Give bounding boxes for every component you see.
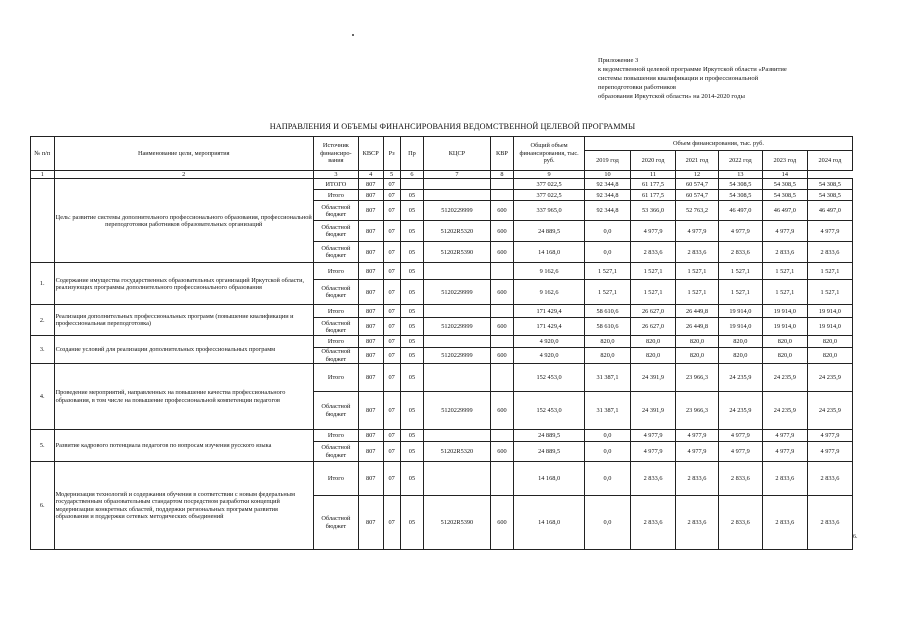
kvr-code: 600 [490, 221, 514, 242]
year-amount: 24 235,9 [807, 392, 852, 430]
header-year: 2022 год [718, 151, 762, 171]
year-amount: 19 914,0 [762, 318, 807, 336]
year-amount: 58 610,6 [584, 318, 630, 336]
year-amount: 1 527,1 [718, 280, 762, 305]
year-amount: 820,0 [676, 336, 719, 348]
kvsr-code: 807 [358, 364, 383, 392]
year-amount: 24 391,9 [631, 392, 676, 430]
kvr-code: 600 [490, 242, 514, 263]
document-title: НАПРАВЛЕНИЯ И ОБЪЕМЫ ФИНАНСИРОВАНИЯ ВЕДОМСТВЕННОЙ ЦЕЛЕВОЙ ПРОГРАММЫ [269, 122, 636, 131]
column-number: 2 [54, 171, 313, 179]
funding-source: Областной бюджет [313, 496, 358, 550]
appendix-line: образования Иркутской области» на 2014-2020 годы [598, 93, 745, 100]
year-amount: 1 527,1 [718, 263, 762, 280]
funding-source: Итого [313, 305, 358, 318]
pr-code: 05 [400, 221, 424, 242]
rz-code: 07 [383, 318, 400, 336]
column-number: 6 [400, 171, 424, 179]
year-amount: 4 977,9 [676, 221, 719, 242]
year-amount: 19 914,0 [718, 305, 762, 318]
year-amount: 2 833,6 [631, 242, 676, 263]
year-amount: 0,0 [584, 242, 630, 263]
table-row [31, 462, 853, 496]
year-amount: 2 833,6 [762, 242, 807, 263]
kvr-code: 600 [490, 442, 514, 462]
year-amount: 4 977,9 [762, 430, 807, 442]
kvsr-code: 807 [358, 179, 383, 190]
rz-code: 07 [383, 430, 400, 442]
pr-code: 05 [400, 462, 424, 496]
year-amount: 26 449,8 [676, 305, 719, 318]
year-amount: 54 308,5 [718, 179, 762, 190]
kvr-code [490, 430, 514, 442]
column-number: 1 [31, 171, 55, 179]
year-amount: 4 977,9 [762, 221, 807, 242]
pr-code: 05 [400, 392, 424, 430]
financing-body [31, 179, 853, 550]
kvr-code [490, 190, 514, 201]
kvr-code: 600 [490, 392, 514, 430]
year-amount: 2 833,6 [718, 242, 762, 263]
funding-source: Областной бюджет [313, 442, 358, 462]
year-amount: 2 833,6 [676, 242, 719, 263]
column-number: 7 [424, 171, 490, 179]
year-amount: 24 235,9 [762, 364, 807, 392]
year-amount: 19 914,0 [807, 318, 852, 336]
rz-code: 07 [383, 201, 400, 221]
pr-code: 05 [400, 242, 424, 263]
year-amount: 58 610,6 [584, 305, 630, 318]
funding-source: Итого [313, 336, 358, 348]
column-numbers-row [31, 171, 853, 179]
kvr-code [490, 364, 514, 392]
year-amount: 92 344,8 [584, 201, 630, 221]
kvr-code: 600 [490, 348, 514, 364]
total-amount: 152 453,0 [514, 392, 585, 430]
year-amount: 54 308,5 [762, 179, 807, 190]
year-amount: 92 344,8 [584, 190, 630, 201]
kvr-code [490, 179, 514, 190]
kvsr-code: 807 [358, 305, 383, 318]
year-amount: 2 833,6 [807, 496, 852, 550]
column-number: 9 [514, 171, 585, 179]
funding-source: Итого [313, 430, 358, 442]
kvsr-code: 807 [358, 263, 383, 280]
kvsr-code: 807 [358, 348, 383, 364]
year-amount: 19 914,0 [762, 305, 807, 318]
header-volume: Объем финансирования, тыс. руб. [584, 137, 852, 151]
rz-code: 07 [383, 442, 400, 462]
header-kcsr: КЦСР [424, 137, 490, 171]
rz-code: 07 [383, 179, 400, 190]
kvsr-code: 807 [358, 221, 383, 242]
activity-name: Создание условий для реализации дополнительных профессиональных программ [54, 336, 313, 364]
year-amount: 0,0 [584, 221, 630, 242]
funding-source: Областной бюджет [313, 280, 358, 305]
year-amount: 1 527,1 [807, 263, 852, 280]
funding-source: Итого [313, 263, 358, 280]
column-number: 3 [313, 171, 358, 179]
funding-source: Областной бюджет [313, 318, 358, 336]
kvsr-code: 807 [358, 336, 383, 348]
year-amount: 820,0 [807, 348, 852, 364]
rz-code: 07 [383, 462, 400, 496]
year-amount: 1 527,1 [631, 280, 676, 305]
column-number: 4 [358, 171, 383, 179]
kcsr-code [424, 364, 490, 392]
table-row [31, 364, 853, 392]
table-row [31, 305, 853, 318]
appendix-line: Приложение 3 [598, 57, 639, 64]
year-amount: 820,0 [584, 336, 630, 348]
year-amount: 820,0 [676, 348, 719, 364]
year-amount: 820,0 [584, 348, 630, 364]
year-amount: 4 977,9 [807, 430, 852, 442]
pr-code: 05 [400, 496, 424, 550]
pr-code: 05 [400, 305, 424, 318]
year-amount: 24 235,9 [762, 392, 807, 430]
kcsr-code: 5120229999 [424, 318, 490, 336]
year-amount: 54 308,5 [762, 190, 807, 201]
kvsr-code: 807 [358, 242, 383, 263]
year-amount: 92 344,8 [584, 179, 630, 190]
total-amount: 24 889,5 [514, 430, 585, 442]
year-amount: 2 833,6 [676, 462, 719, 496]
kvr-code [490, 263, 514, 280]
header-year: 2021 год [676, 151, 719, 171]
year-amount: 4 977,9 [807, 442, 852, 462]
pr-code: 05 [400, 364, 424, 392]
rz-code: 07 [383, 263, 400, 280]
year-amount: 54 308,5 [718, 190, 762, 201]
header-row [31, 137, 853, 151]
total-amount: 9 162,6 [514, 280, 585, 305]
header-rz: Рз [383, 137, 400, 171]
row-number: 4. [31, 364, 55, 430]
year-amount: 23 966,3 [676, 364, 719, 392]
rz-code: 07 [383, 280, 400, 305]
activity-name: Цель: развитие системы дополнительного профессионального образования, профессиональной переподготовки работников образовательных организаций [54, 179, 313, 263]
total-amount: 24 889,5 [514, 221, 585, 242]
year-amount: 54 308,5 [807, 179, 852, 190]
funding-source: Областной бюджет [313, 348, 358, 364]
header-name: Наименование цели, мероприятия [54, 137, 313, 171]
table-row [31, 179, 853, 190]
funding-source: Областной бюджет [313, 201, 358, 221]
year-amount: 26 449,8 [676, 318, 719, 336]
column-number: 11 [631, 171, 676, 179]
year-amount: 4 977,9 [718, 221, 762, 242]
kvsr-code: 807 [358, 280, 383, 305]
total-amount: 14 168,0 [514, 242, 585, 263]
kvsr-code: 807 [358, 201, 383, 221]
row-number [31, 179, 55, 263]
header-kvr: КВР [490, 137, 514, 171]
year-amount: 2 833,6 [718, 496, 762, 550]
year-amount: 4 977,9 [762, 442, 807, 462]
header-total: Общий объем финансирования, тыс. руб. [514, 137, 585, 171]
year-amount: 820,0 [807, 336, 852, 348]
kcsr-code: 5120229999 [424, 280, 490, 305]
year-amount: 26 627,0 [631, 305, 676, 318]
year-amount: 23 966,3 [676, 392, 719, 430]
year-amount: 19 914,0 [807, 305, 852, 318]
rz-code: 07 [383, 336, 400, 348]
appendix-line: к ведомственной целевой программе Иркутской области «Развитие [598, 66, 787, 73]
column-number: 14 [762, 171, 807, 179]
year-amount: 60 574,7 [676, 190, 719, 201]
header-year: 2020 год [631, 151, 676, 171]
activity-name: Проведение мероприятий, направленных на повышение качества профессионального образования, в том числе на повышение профессиональной компетенции педагогов [54, 364, 313, 430]
rz-code: 07 [383, 348, 400, 364]
year-amount: 52 763,2 [676, 201, 719, 221]
year-amount: 2 833,6 [807, 242, 852, 263]
header-year: 2019 год [584, 151, 630, 171]
pr-code: 05 [400, 263, 424, 280]
total-amount: 337 965,0 [514, 201, 585, 221]
pr-code: 05 [400, 348, 424, 364]
kcsr-code [424, 305, 490, 318]
funding-source: ИТОГО [313, 179, 358, 190]
year-amount: 2 833,6 [676, 496, 719, 550]
year-amount: 2 833,6 [762, 462, 807, 496]
pr-code: 05 [400, 201, 424, 221]
kvsr-code: 807 [358, 190, 383, 201]
header-year: 2023 год [762, 151, 807, 171]
header-kvsr: КВСР [358, 137, 383, 171]
column-number: 12 [676, 171, 719, 179]
kvr-code [490, 336, 514, 348]
rz-code: 07 [383, 190, 400, 201]
funding-source: Итого [313, 364, 358, 392]
kvr-code: 600 [490, 496, 514, 550]
total-amount: 171 429,4 [514, 305, 585, 318]
total-amount: 4 920,0 [514, 336, 585, 348]
year-amount: 820,0 [718, 336, 762, 348]
year-amount: 4 977,9 [676, 430, 719, 442]
year-amount: 61 177,5 [631, 190, 676, 201]
year-amount: 2 833,6 [718, 462, 762, 496]
rz-code: 07 [383, 221, 400, 242]
total-amount: 24 889,5 [514, 442, 585, 462]
kcsr-code: 51202R5390 [424, 496, 490, 550]
total-amount: 152 453,0 [514, 364, 585, 392]
kvsr-code: 807 [358, 442, 383, 462]
year-amount: 4 977,9 [718, 442, 762, 462]
pr-code: 05 [400, 280, 424, 305]
total-amount: 14 168,0 [514, 496, 585, 550]
row-number: 3. [31, 336, 55, 364]
year-amount: 26 627,0 [631, 318, 676, 336]
year-amount: 24 235,9 [718, 364, 762, 392]
header-source: Источник финансиро-вания [313, 137, 358, 171]
funding-source: Итого [313, 462, 358, 496]
kvsr-code: 807 [358, 462, 383, 496]
table-row [31, 336, 853, 348]
kvsr-code: 807 [358, 392, 383, 430]
appendix-line: системы повышения квалификации и профессиональной [598, 75, 759, 82]
pr-code: 05 [400, 336, 424, 348]
funding-source: Областной бюджет [313, 221, 358, 242]
year-amount: 1 527,1 [762, 263, 807, 280]
total-amount: 171 429,4 [514, 318, 585, 336]
year-amount: 4 977,9 [676, 442, 719, 462]
row-number: 1. [31, 263, 55, 305]
table-row [31, 430, 853, 442]
year-amount: 820,0 [762, 348, 807, 364]
year-amount: 0,0 [584, 462, 630, 496]
year-amount: 4 977,9 [718, 430, 762, 442]
year-amount: 4 977,9 [631, 221, 676, 242]
rz-code: 07 [383, 392, 400, 430]
column-number: 13 [718, 171, 762, 179]
year-amount: 1 527,1 [584, 263, 630, 280]
kcsr-code [424, 336, 490, 348]
total-amount: 14 168,0 [514, 462, 585, 496]
kvsr-code: 807 [358, 430, 383, 442]
activity-name: Реализация дополнительных профессиональных программ (повышение квалификации и профессиональная переподготовка) [54, 305, 313, 336]
kvr-code [490, 462, 514, 496]
year-amount: 1 527,1 [676, 263, 719, 280]
funding-source: Итого [313, 190, 358, 201]
header-pr: Пр [400, 137, 424, 171]
kcsr-code [424, 462, 490, 496]
year-amount: 24 391,9 [631, 364, 676, 392]
column-number: 5 [383, 171, 400, 179]
header-year: 2024 год [807, 151, 852, 171]
header-num: № п/п [31, 137, 55, 171]
pr-code [400, 179, 424, 190]
rz-code: 07 [383, 496, 400, 550]
year-amount: 46 497,0 [718, 201, 762, 221]
year-amount: 24 235,9 [718, 392, 762, 430]
scan-dot [352, 34, 354, 36]
year-amount: 1 527,1 [584, 280, 630, 305]
year-amount: 1 527,1 [807, 280, 852, 305]
year-amount: 820,0 [631, 348, 676, 364]
appendix-note [598, 56, 787, 101]
kvr-code: 600 [490, 318, 514, 336]
row-number: 2. [31, 305, 55, 336]
year-amount: 31 387,1 [584, 392, 630, 430]
kcsr-code: 5120229999 [424, 201, 490, 221]
pr-code: 05 [400, 190, 424, 201]
year-amount: 1 527,1 [631, 263, 676, 280]
year-amount: 19 914,0 [718, 318, 762, 336]
appendix-line: переподготовки работников [598, 84, 677, 91]
year-amount: 820,0 [718, 348, 762, 364]
year-amount: 820,0 [762, 336, 807, 348]
year-amount: 24 235,9 [807, 364, 852, 392]
rz-code: 07 [383, 305, 400, 318]
column-number: 10 [584, 171, 630, 179]
total-amount: 4 920,0 [514, 348, 585, 364]
year-amount: 46 497,0 [762, 201, 807, 221]
year-amount: 0,0 [584, 430, 630, 442]
pr-code: 05 [400, 430, 424, 442]
row-number: 6. [31, 462, 55, 550]
kcsr-code [424, 430, 490, 442]
year-amount: 4 977,9 [807, 221, 852, 242]
table-row [31, 263, 853, 280]
activity-name: Развитие кадрового потенциала педагогов по вопросам изучения русского языка [54, 430, 313, 462]
row-number: 5. [31, 430, 55, 462]
kcsr-code [424, 179, 490, 190]
year-amount: 820,0 [631, 336, 676, 348]
kvsr-code: 807 [358, 496, 383, 550]
year-amount: 60 574,7 [676, 179, 719, 190]
kcsr-code: 51202R5320 [424, 442, 490, 462]
pr-code: 05 [400, 442, 424, 462]
year-amount: 53 366,0 [631, 201, 676, 221]
year-amount: 2 833,6 [762, 496, 807, 550]
corner-mark: 6. [853, 534, 858, 540]
kcsr-code: 5120229999 [424, 392, 490, 430]
kvr-code: 600 [490, 280, 514, 305]
total-amount: 377 022,5 [514, 179, 585, 190]
kcsr-code: 51202R5320 [424, 221, 490, 242]
year-amount: 1 527,1 [676, 280, 719, 305]
kcsr-code [424, 263, 490, 280]
year-amount: 2 833,6 [631, 462, 676, 496]
kvr-code [490, 305, 514, 318]
year-amount: 2 833,6 [631, 496, 676, 550]
funding-source: Областной бюджет [313, 392, 358, 430]
year-amount: 54 308,5 [807, 190, 852, 201]
total-amount: 377 022,5 [514, 190, 585, 201]
rz-code: 07 [383, 242, 400, 263]
year-amount: 61 177,5 [631, 179, 676, 190]
financing-table [30, 136, 853, 550]
funding-source: Областной бюджет [313, 242, 358, 263]
activity-name: Модернизация технологий и содержания обучения в соответствии с новым федеральным государственным образовательным стандартом посредством разработки концепций модернизации конкретных областей, поддержки региональных программ развития образования и поддержки сетевых методических объединений [54, 462, 313, 550]
kvr-code: 600 [490, 201, 514, 221]
column-number: 8 [490, 171, 514, 179]
year-amount: 0,0 [584, 496, 630, 550]
activity-name: Содержание имущества государственных образовательных организаций Иркутской области, реализующих программы дополнительного профессионального образования [54, 263, 313, 305]
year-amount: 2 833,6 [807, 462, 852, 496]
kvsr-code: 807 [358, 318, 383, 336]
year-amount: 46 497,0 [807, 201, 852, 221]
year-amount: 0,0 [584, 442, 630, 462]
kcsr-code: 51202R5390 [424, 242, 490, 263]
total-amount: 9 162,6 [514, 263, 585, 280]
year-amount: 4 977,9 [631, 430, 676, 442]
year-amount: 31 387,1 [584, 364, 630, 392]
pr-code: 05 [400, 318, 424, 336]
kcsr-code: 5120229999 [424, 348, 490, 364]
year-amount: 1 527,1 [762, 280, 807, 305]
year-amount: 4 977,9 [631, 442, 676, 462]
rz-code: 07 [383, 364, 400, 392]
kcsr-code [424, 190, 490, 201]
